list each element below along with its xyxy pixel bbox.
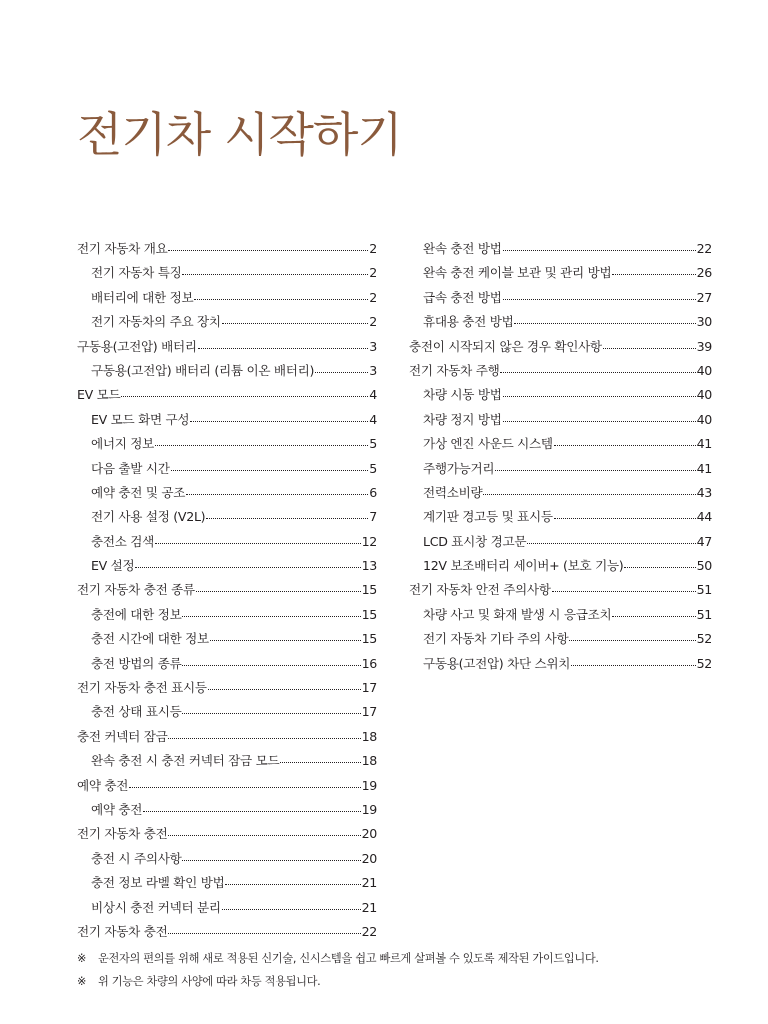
toc-entry[interactable]	[77, 628, 377, 652]
toc-entry-label: 충전에 대한 정보	[91, 606, 182, 622]
dot-leader	[222, 909, 361, 910]
toc-entry-page-number: 15	[361, 631, 377, 647]
dot-leader	[210, 640, 361, 641]
toc-entry-page-number: 22	[696, 241, 712, 256]
toc-entry[interactable]	[409, 409, 712, 433]
dot-leader	[186, 494, 368, 495]
toc-entry-label: 완속 충전 케이블 보관 및 관리 방법	[423, 265, 612, 281]
toc-entry[interactable]	[77, 677, 377, 701]
dot-leader	[571, 665, 695, 666]
toc-entry-label: 차량 사고 및 화재 발생 시 응급조치	[423, 606, 612, 622]
toc-entry-page-number: 18	[361, 753, 377, 769]
toc-entry[interactable]	[77, 506, 377, 530]
dot-leader	[182, 274, 368, 275]
toc-entry-page-number: 40	[696, 387, 712, 403]
toc-entry[interactable]	[409, 628, 712, 652]
dot-leader	[612, 274, 695, 275]
toc-entry-label: 전기 자동차 특징	[91, 265, 182, 281]
toc-entry-page-number: 15	[361, 606, 377, 622]
toc-entry-label: 구동용(고전압) 배터리	[77, 338, 197, 354]
toc-entry[interactable]	[409, 287, 712, 311]
dot-leader	[514, 323, 695, 324]
toc-entry-label: 충전 정보 라벨 확인 방법	[91, 875, 225, 891]
toc-entry-page-number: 18	[361, 728, 377, 744]
toc-entry-page-number: 47	[696, 533, 712, 549]
toc-entry-page-number: 27	[696, 289, 712, 305]
toc-entry-label: 12V 보조배터리 세이버+ (보호 기능)	[423, 558, 624, 574]
toc-entry-label: 구동용(고전압) 차단 스위치	[423, 655, 571, 671]
toc-entry[interactable]	[77, 555, 377, 579]
toc-entry-label: 에너지 정보	[91, 436, 155, 452]
toc-entry[interactable]	[77, 750, 377, 774]
toc-entry[interactable]	[409, 336, 712, 360]
toc-entry-page-number: 51	[696, 582, 712, 598]
toc-entry-page-number: 17	[361, 680, 377, 696]
toc-entry-page-number: 44	[696, 509, 712, 525]
toc-entry[interactable]	[77, 287, 377, 311]
toc-entry[interactable]	[409, 555, 712, 579]
toc-entry-page-number: 4	[369, 387, 377, 403]
toc-entry-label: 충전소 검색	[91, 533, 155, 549]
footnote-text: 운전자의 편의를 위해 새로 적용된 신기술, 신시스템을 쉽고 빠르게 살펴볼 수 있도록 제작된 가이드입니다.	[98, 952, 599, 965]
footnote	[77, 970, 697, 993]
toc-entry[interactable]	[77, 726, 377, 750]
dot-leader	[225, 884, 360, 885]
toc-entry-page-number: 19	[361, 777, 377, 793]
dot-leader	[129, 787, 360, 788]
dot-leader	[182, 665, 360, 666]
toc-entry[interactable]	[77, 823, 377, 847]
toc-entry-label: 계기판 경고등 및 표시등	[423, 509, 553, 525]
toc-entry[interactable]	[409, 653, 712, 677]
dot-leader	[483, 494, 695, 495]
toc-entry-label: EV 설정	[91, 558, 135, 574]
toc-entry-label: 예약 충전 및 공조	[91, 484, 186, 500]
toc-entry[interactable]	[77, 897, 377, 921]
toc-entry[interactable]	[77, 384, 377, 408]
dot-leader	[500, 372, 695, 373]
toc-entry-page-number: 12	[361, 533, 377, 549]
footnote-mark: ※	[77, 975, 87, 988]
dot-leader	[503, 421, 696, 422]
toc-entry[interactable]	[77, 531, 377, 555]
toc-entry-page-number: 30	[696, 314, 712, 330]
toc-entry-page-number: 50	[696, 558, 712, 574]
toc-entry-label: 전기 자동차의 주요 장치	[91, 314, 221, 330]
toc-entry[interactable]	[77, 775, 377, 799]
footnote-mark: ※	[77, 952, 87, 965]
toc-entry-page-number: 17	[361, 704, 377, 720]
dot-leader	[222, 323, 369, 324]
dot-leader	[495, 470, 695, 471]
toc-entry-page-number: 2	[369, 314, 377, 330]
dot-leader	[554, 445, 696, 446]
toc-entry[interactable]	[77, 409, 377, 433]
toc-entry-label: 휴대용 충전 방법	[423, 314, 514, 330]
dot-leader	[624, 567, 695, 568]
toc-entry[interactable]	[77, 311, 377, 335]
toc-entry-label: 전기 자동차 충전	[77, 826, 168, 842]
toc-entry-label: 예약 충전	[91, 801, 143, 817]
toc-entry-label: 차량 시동 방법	[423, 387, 502, 403]
toc-entry-label: 전기 자동차 주행	[409, 362, 500, 378]
toc-entry[interactable]	[77, 238, 377, 262]
toc-entry-label: 완속 충전 방법	[423, 241, 502, 256]
toc-entry[interactable]	[77, 701, 377, 725]
toc-entry[interactable]	[409, 604, 712, 628]
toc-entry-page-number: 52	[696, 655, 712, 671]
toc-entry-page-number: 5	[369, 460, 377, 476]
toc-entry[interactable]	[409, 238, 712, 262]
toc-entry-label: 전기 자동차 충전 표시등	[77, 680, 207, 696]
footnotes	[77, 947, 697, 993]
dot-leader	[527, 543, 695, 544]
toc-entry-label: 완속 충전 시 충전 커넥터 잠금 모드	[91, 753, 280, 769]
toc-entry-label: 차량 정지 방법	[423, 411, 502, 427]
dot-leader	[182, 616, 360, 617]
dot-leader	[168, 738, 360, 739]
toc-entry-label: 충전 시간에 대한 정보	[91, 631, 209, 647]
toc-entry[interactable]	[77, 848, 377, 872]
toc-entry-page-number: 52	[696, 631, 712, 647]
toc-entry-label: 전기 자동차 충전	[77, 923, 168, 939]
toc-entry-page-number: 2	[369, 265, 377, 281]
toc-entry-page-number: 7	[369, 509, 377, 525]
dot-leader	[503, 299, 696, 300]
dot-leader	[208, 689, 361, 690]
dot-leader	[198, 348, 369, 349]
toc-entry[interactable]	[77, 579, 377, 603]
toc-entry[interactable]	[77, 604, 377, 628]
toc-entry-label: 주행가능거리	[423, 460, 495, 476]
toc-entry-page-number: 4	[369, 411, 377, 427]
toc-entry[interactable]	[409, 384, 712, 408]
toc-entry[interactable]	[409, 579, 712, 603]
toc-entry[interactable]	[77, 799, 377, 823]
toc-entry[interactable]	[77, 921, 377, 945]
toc-entry-label: 전기 자동차 안전 주의사항	[409, 582, 551, 598]
toc-entry-page-number: 22	[361, 923, 377, 939]
toc-entry-label: 비상시 충전 커넥터 분리	[91, 899, 221, 915]
dot-leader	[503, 250, 696, 251]
dot-leader	[182, 713, 360, 714]
dot-leader	[190, 421, 368, 422]
toc-entry-label: 다음 출발 시간	[91, 460, 170, 476]
toc-entry-label: 전기 사용 설정 (V2L)	[91, 509, 206, 525]
toc-entry-label: 급속 충전 방법	[423, 289, 502, 305]
dot-leader	[280, 762, 360, 763]
dot-leader	[569, 640, 695, 641]
toc-entry[interactable]	[77, 336, 377, 360]
toc-entry-label: 충전 방법의 종류	[91, 655, 182, 671]
toc-entry-page-number: 2	[369, 289, 377, 305]
dot-leader	[315, 372, 368, 373]
toc-entry-page-number: 3	[369, 362, 377, 378]
dot-leader	[612, 616, 695, 617]
toc-entry-page-number: 41	[696, 436, 712, 452]
toc-entry-label: 전력소비량	[423, 484, 483, 500]
dot-leader	[554, 518, 696, 519]
toc-entry-page-number: 41	[696, 460, 712, 476]
toc-entry-page-number: 5	[369, 436, 377, 452]
toc-entry-label: 충전 시 주의사항	[91, 850, 182, 866]
dot-leader	[168, 835, 360, 836]
toc-entry-label: 전기 자동차 개요	[77, 241, 168, 256]
dot-leader	[182, 860, 360, 861]
toc-entry[interactable]	[409, 433, 712, 457]
toc-entry-label: 예약 충전	[77, 777, 129, 793]
toc-entry-page-number: 40	[696, 362, 712, 378]
footnote-text: 위 기능은 차량의 사양에 따라 차등 적용됩니다.	[98, 975, 321, 988]
toc-entry-label: 구동용(고전압) 배터리 (리튬 이온 배터리)	[91, 362, 315, 378]
toc-entry-label: 충전 상태 표시등	[91, 704, 182, 720]
page-title: 전기차 시작하기	[77, 108, 402, 163]
toc-entry[interactable]	[77, 653, 377, 677]
footnote	[77, 947, 697, 970]
dot-leader	[503, 396, 696, 397]
toc-entry-page-number: 13	[361, 558, 377, 574]
toc-right-column	[409, 238, 712, 677]
toc-entry-page-number: 3	[369, 338, 377, 354]
toc-entry-page-number: 26	[696, 265, 712, 281]
toc-entry[interactable]	[77, 262, 377, 286]
toc-entry-label: 전기 자동차 기타 주의 사항	[423, 631, 569, 647]
toc-entry-label: LCD 표시창 경고문	[423, 533, 527, 549]
dot-leader	[171, 470, 369, 471]
toc-entry-label: 충전 커넥터 잠금	[77, 728, 168, 744]
dot-leader	[168, 250, 368, 251]
toc-entry[interactable]	[409, 531, 712, 555]
toc-entry[interactable]	[77, 458, 377, 482]
toc-entry-label: 충전이 시작되지 않은 경우 확인사항	[409, 338, 602, 354]
toc-entry-label: 배터리에 대한 정보	[91, 289, 194, 305]
dot-leader	[206, 518, 368, 519]
toc-entry[interactable]	[409, 506, 712, 530]
toc-entry-page-number: 40	[696, 411, 712, 427]
toc-entry[interactable]	[409, 360, 712, 384]
dot-leader	[155, 543, 361, 544]
toc-entry[interactable]	[409, 311, 712, 335]
dot-leader	[121, 396, 368, 397]
toc-entry-page-number: 39	[696, 338, 712, 354]
toc-entry-label: EV 모드 화면 구성	[91, 411, 190, 427]
toc-entry-page-number: 20	[361, 850, 377, 866]
dot-leader	[196, 591, 361, 592]
toc-entry[interactable]	[409, 482, 712, 506]
dot-leader	[552, 591, 696, 592]
toc-entry-label: 가상 엔진 사운드 시스템	[423, 436, 553, 452]
dot-leader	[194, 299, 368, 300]
toc-entry[interactable]	[409, 458, 712, 482]
toc-entry-page-number: 6	[369, 484, 377, 500]
toc-entry-page-number: 21	[361, 875, 377, 891]
toc-entry-page-number: 16	[361, 655, 377, 671]
toc-entry-label: 전기 자동차 충전 종류	[77, 582, 195, 598]
toc-entry[interactable]	[77, 433, 377, 457]
toc-entry[interactable]	[77, 482, 377, 506]
toc-entry[interactable]	[409, 262, 712, 286]
dot-leader	[135, 567, 360, 568]
toc-entry-label: EV 모드	[77, 387, 121, 403]
toc-entry-page-number: 51	[696, 606, 712, 622]
toc-entry[interactable]	[77, 872, 377, 896]
dot-leader	[155, 445, 368, 446]
toc-entry-page-number: 19	[361, 801, 377, 817]
toc-entry-page-number: 43	[696, 484, 712, 500]
dot-leader	[603, 348, 696, 349]
toc-left-column	[77, 238, 377, 945]
dot-leader	[168, 933, 360, 934]
toc-entry[interactable]	[77, 360, 377, 384]
toc-entry-page-number: 21	[361, 899, 377, 915]
toc-entry-page-number: 2	[369, 241, 377, 256]
toc-entry-page-number: 15	[361, 582, 377, 598]
dot-leader	[143, 811, 360, 812]
toc-entry-page-number: 20	[361, 826, 377, 842]
